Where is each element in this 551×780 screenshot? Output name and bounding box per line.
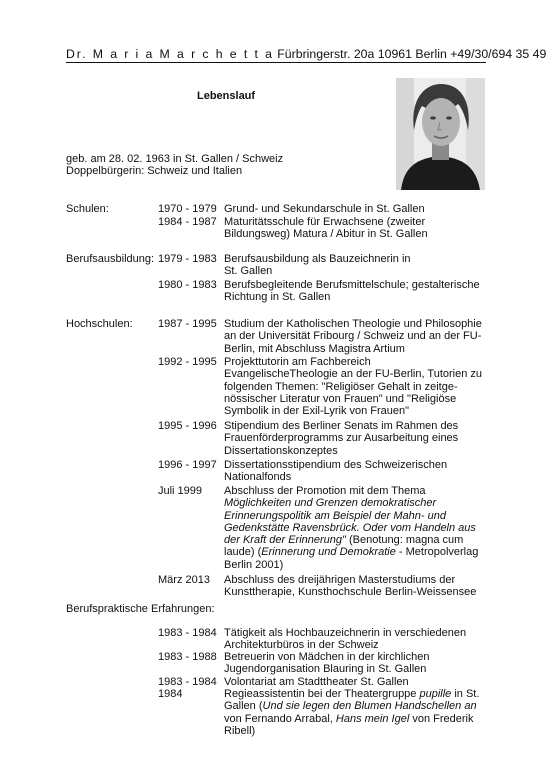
author-name: Dr. M a r i a M a r c h e t t a [66, 47, 274, 61]
entry-text [224, 676, 492, 688]
letterhead [66, 47, 547, 63]
section-label-hochschulen: Hochschulen: [66, 318, 133, 330]
birth-info: geb. am 28. 02. 1963 in St. Gallen / Schweiz [66, 153, 284, 165]
entry-line [224, 534, 492, 546]
entry-text [224, 574, 492, 599]
entry-line: Volontariat am Stadttheater St. Gallen [224, 676, 409, 688]
entry-year: 1995 - 1996 [158, 420, 217, 432]
entry-line: Berufsbegleitende Berufsmittelschule; gestalterische [224, 279, 480, 291]
grade-text: (Benotung: magna cum [345, 534, 464, 547]
entry-line [224, 700, 492, 712]
portrait-photo [396, 78, 485, 190]
publisher-text: - Metropolverlag [395, 546, 479, 559]
entry-text [224, 420, 492, 457]
thesis-title-end: der Kraft der Erinnerung" [224, 534, 346, 547]
thesis-title-line: Gedenkstätte Ravensbrück. Oder vom Handeln aus [224, 521, 476, 534]
thesis-title-line: Möglichkeiten und Grenzen demokratischer [224, 497, 437, 510]
entry-line: Nationalfonds [224, 471, 292, 484]
entry-year: 1979 - 1983 [158, 253, 217, 265]
entry-line: Frauenförderprogramms zur Ausarbeitung eines [224, 432, 459, 445]
entry-text [224, 627, 492, 652]
section-label-erfahrungen: Berufspraktische Erfahrungen: [66, 603, 215, 615]
entry-line: Symbolik in der Exil-Lyrik von Frauen" [224, 405, 410, 418]
entry-line: Abschluss des dreijährigen Masterstudiums der [224, 574, 456, 586]
section-label-schulen: Schulen: [66, 203, 109, 215]
entry-year: 1987 - 1995 [158, 318, 217, 330]
entry-line: Jugendorganisation Blauring in St. Gallen [224, 663, 427, 676]
entry-year: März 2013 [158, 574, 210, 586]
entry-year: 1984 - 1987 [158, 216, 217, 228]
entry-line: nössischer Literatur von Frauen" und "Religiöse [224, 392, 457, 405]
entry-line: EvangelischeTheologie an der FU-Berlin, Tutorien zu [224, 368, 483, 381]
entry-line: Berufsausbildung als Bauzeichnerin in [224, 253, 411, 265]
portrait-image [396, 78, 485, 190]
thesis-title-line: Erinnerungspolitik am Beispiel der Mahn- und [224, 509, 446, 522]
entry-line: Grund- und Sekundarschule in St. Gallen [224, 203, 425, 215]
entry-line: Dissertationsstipendium des Schweizerischen [224, 459, 448, 471]
entry-text [224, 485, 492, 571]
entry-line: Dissertationskonzeptes [224, 444, 338, 457]
entry-line: an der Universität Fribourg / Schweiz und an der FU- [224, 330, 482, 343]
entry-year: 1983 - 1984 [158, 676, 217, 688]
entry-line: Berlin 2001) [224, 558, 284, 571]
entry-line [224, 713, 492, 725]
entry-line: Betreuerin von Mädchen in der kirchlichen [224, 651, 430, 663]
play-title: Hans mein Igel [335, 712, 410, 725]
entry-text [224, 459, 492, 484]
entry-line-part: von Fernando Arrabal, [224, 712, 336, 725]
entry-line-part: von Frederik [409, 712, 474, 725]
entry-line: Ribell) [224, 724, 256, 737]
entry-year: 1992 - 1995 [158, 356, 217, 368]
theatre-group-name: pupille [419, 688, 452, 700]
entry-line: Architekturbüros in der Schweiz [224, 639, 379, 652]
entry-line: Studium der Katholischen Theologie und Philosophie [224, 318, 482, 330]
play-title: Und sie legen den Blumen Handschellen an [262, 700, 477, 713]
entry-year: 1984 [158, 688, 183, 700]
entry-line: Stipendium des Berliner Senats im Rahmen des [224, 420, 459, 432]
entry-year: Juli 1999 [158, 485, 203, 497]
entry-text [224, 651, 492, 676]
author-address: Fürbringerstr. 20a 10961 Berlin +49/30/694 35 49 [277, 47, 547, 61]
entry-line: Projekttutorin am Fachbereich [224, 356, 371, 368]
entry-line: Abschluss der Promotion mit dem Thema [224, 485, 426, 497]
entry-text [224, 318, 492, 355]
citizenship-info: Doppelbürgerin: Schweiz und Italien [66, 165, 243, 177]
entry-line: Tätigkeit als Hochbauzeichnerin in verschiedenen [224, 627, 467, 639]
entry-text [224, 279, 492, 304]
entry-line: folgenden Themen: "Religiöser Gehalt in zeitge- [224, 380, 458, 393]
entry-line: Berlin, mit Abschluss Magistra Artium [224, 342, 405, 355]
entry-line [224, 688, 492, 700]
section-label-berufsausbildung: Berufsausbildung: [66, 253, 155, 265]
entry-year: 1980 - 1983 [158, 279, 217, 291]
entry-line: Maturitätsschule für Erwachsene (zweiter [224, 216, 426, 228]
entry-text [224, 216, 492, 241]
entry-line-part: Regieassistentin bei der Theatergruppe [224, 688, 420, 700]
entry-text [224, 203, 492, 215]
grade-text-end: laude) ( [224, 546, 262, 559]
entry-line-part: in St. [451, 688, 480, 700]
entry-line: St. Gallen [224, 265, 273, 278]
entry-text [224, 688, 492, 737]
entry-line: Richtung in St. Gallen [224, 291, 331, 304]
entry-year: 1983 - 1988 [158, 651, 217, 663]
book-title: Erinnerung und Demokratie [261, 546, 396, 559]
entry-text [224, 356, 492, 417]
entry-line [224, 546, 492, 558]
entry-year: 1970 - 1979 [158, 203, 217, 215]
entry-year: 1996 - 1997 [158, 459, 217, 471]
entry-year: 1983 - 1984 [158, 627, 217, 639]
entry-line-part: Gallen ( [224, 700, 263, 713]
entry-text [224, 253, 492, 278]
entry-line: Kunsttherapie, Kunsthochschule Berlin-Weissensee [224, 586, 477, 599]
entry-line: Bildungsweg) Matura / Abitur in St. Gallen [224, 228, 428, 241]
document-title: Lebenslauf [197, 90, 256, 102]
personal-info [66, 153, 283, 177]
